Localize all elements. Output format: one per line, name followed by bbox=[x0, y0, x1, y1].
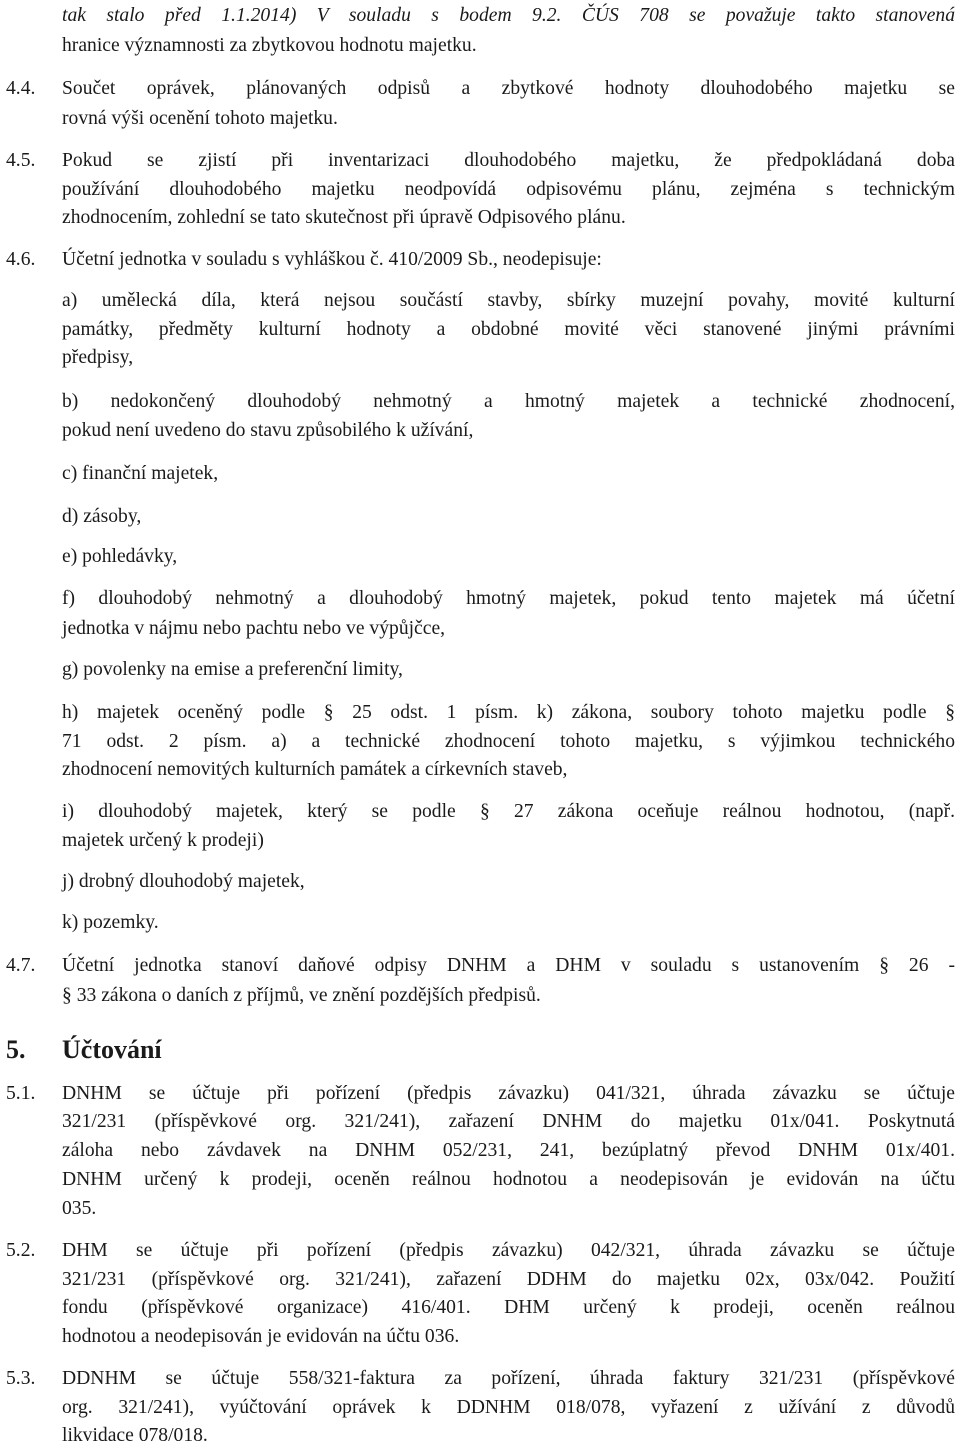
paragraph-line: DNHM se účtuje při pořízení (předpis závazku) 041/321, úhrada závazku se účtuje bbox=[62, 1083, 955, 1104]
list-item: h) majetek oceněný podle § 25 odst. 1 písm. k) zákona, soubory tohoto majetku podle § bbox=[62, 702, 955, 723]
list-item: pokud není uvedeno do stavu způsobilého k užívání, bbox=[62, 420, 474, 441]
paragraph-line: hodnotou a neodepisován je evidován na účtu 036. bbox=[62, 1326, 460, 1347]
paragraph-number: 5.2. bbox=[6, 1240, 36, 1261]
list-item: b) nedokončený dlouhodobý nehmotný a hmotný majetek a technické zhodnocení, bbox=[62, 391, 955, 412]
list-item: j) drobný dlouhodobý majetek, bbox=[62, 871, 305, 892]
section-title: Účtování bbox=[62, 1035, 162, 1064]
list-item: zhodnocení nemovitých kulturních památek a církevních staveb, bbox=[62, 759, 568, 780]
paragraph-line: Pokud se zjistí při inventarizaci dlouhodobého majetku, že předpokládaná doba bbox=[62, 150, 955, 171]
paragraph-line: org. 321/241), vyúčtování oprávek k DDNHM 018/078, vyřazení z užívání z důvodů bbox=[62, 1397, 955, 1418]
paragraph-number: 5.3. bbox=[6, 1368, 36, 1389]
list-item: 71 odst. 2 písm. a) a technické zhodnocení tohoto majetku, s výjimkou technického bbox=[62, 731, 955, 752]
list-item: i) dlouhodobý majetek, který se podle § 27 zákona oceňuje reálnou hodnotou, (např. bbox=[62, 801, 955, 822]
paragraph-line: likvidace 078/018. bbox=[62, 1425, 208, 1446]
list-item: památky, předměty kulturní hodnoty a obdobné movité věci stanovené jinými právními bbox=[62, 319, 955, 340]
paragraph-line: používání dlouhodobého majetku neodpovídá odpisovému plánu, zejména s technickým bbox=[62, 179, 955, 200]
list-item: g) povolenky na emise a preferenční limity, bbox=[62, 659, 403, 680]
paragraph-line: rovná výši ocenění tohoto majetku. bbox=[62, 108, 338, 129]
paragraph-line: Účetní jednotka stanoví daňové odpisy DNHM a DHM v souladu s ustanovením § 26 - bbox=[62, 955, 955, 976]
list-item: f) dlouhodobý nehmotný a dlouhodobý hmotný majetek, pokud tento majetek má účetní bbox=[62, 588, 955, 609]
paragraph-line: Součet oprávek, plánovaných odpisů a zbytkové hodnoty dlouhodobého majetku se bbox=[62, 78, 955, 99]
list-item: jednotka v nájmu nebo pachtu nebo ve výpůjčce, bbox=[62, 618, 446, 639]
paragraph-number: 4.5. bbox=[6, 150, 36, 171]
paragraph-line: Účetní jednotka v souladu s vyhláškou č. 410/2009 Sb., neodepisuje: bbox=[62, 249, 602, 270]
section-number: 5. bbox=[6, 1035, 26, 1064]
paragraph-line: DHM se účtuje při pořízení (předpis závazku) 042/321, úhrada závazku se účtuje bbox=[62, 1240, 955, 1261]
paragraph-line: 321/231 (příspěvkové org. 321/241), zařazení DNHM do majetku 01x/041. Poskytnutá bbox=[62, 1111, 955, 1132]
paragraph-line: DNHM určený k prodeji, oceněn reálnou hodnotou a neodepisován je evidován na účtu bbox=[62, 1169, 955, 1190]
paragraph-number: 5.1. bbox=[6, 1083, 36, 1104]
list-item: e) pohledávky, bbox=[62, 546, 178, 567]
list-item: předpisy, bbox=[62, 347, 134, 368]
intro-line: hranice významnosti za zbytkovou hodnotu majetku. bbox=[62, 35, 477, 56]
intro-line: tak stalo před 1.1.2014) V souladu s bodem 9.2. ČÚS 708 se považuje takto stanovená bbox=[62, 5, 955, 26]
paragraph-line: záloha nebo závdavek na DNHM 052/231, 241, bezúplatný převod DNHM 01x/401. bbox=[62, 1140, 955, 1161]
paragraph-line: fondu (příspěvkové organizace) 416/401. DHM určený k prodeji, oceněn reálnou bbox=[62, 1297, 955, 1318]
paragraph-line: zhodnocením, zohlední se tato skutečnost při úpravě Odpisového plánu. bbox=[62, 207, 626, 228]
list-item: majetek určený k prodeji) bbox=[62, 830, 264, 851]
list-item: d) zásoby, bbox=[62, 506, 142, 527]
paragraph-line: § 33 zákona o daních z příjmů, ve znění pozdějších předpisů. bbox=[62, 985, 541, 1006]
list-item: a) umělecká díla, která nejsou součástí stavby, sbírky muzejní povahy, movité kulturní bbox=[62, 290, 955, 311]
list-item: k) pozemky. bbox=[62, 912, 159, 933]
paragraph-line: 035. bbox=[62, 1198, 97, 1219]
paragraph-line: 321/231 (příspěvkové org. 321/241), zařazení DDHM do majetku 02x, 03x/042. Použití bbox=[62, 1269, 955, 1290]
paragraph-number: 4.6. bbox=[6, 249, 36, 270]
paragraph-number: 4.7. bbox=[6, 955, 36, 976]
paragraph-number: 4.4. bbox=[6, 78, 36, 99]
paragraph-line: DDNHM se účtuje 558/321-faktura za pořízení, úhrada faktury 321/231 (příspěvkové bbox=[62, 1368, 955, 1389]
list-item: c) finanční majetek, bbox=[62, 463, 219, 484]
